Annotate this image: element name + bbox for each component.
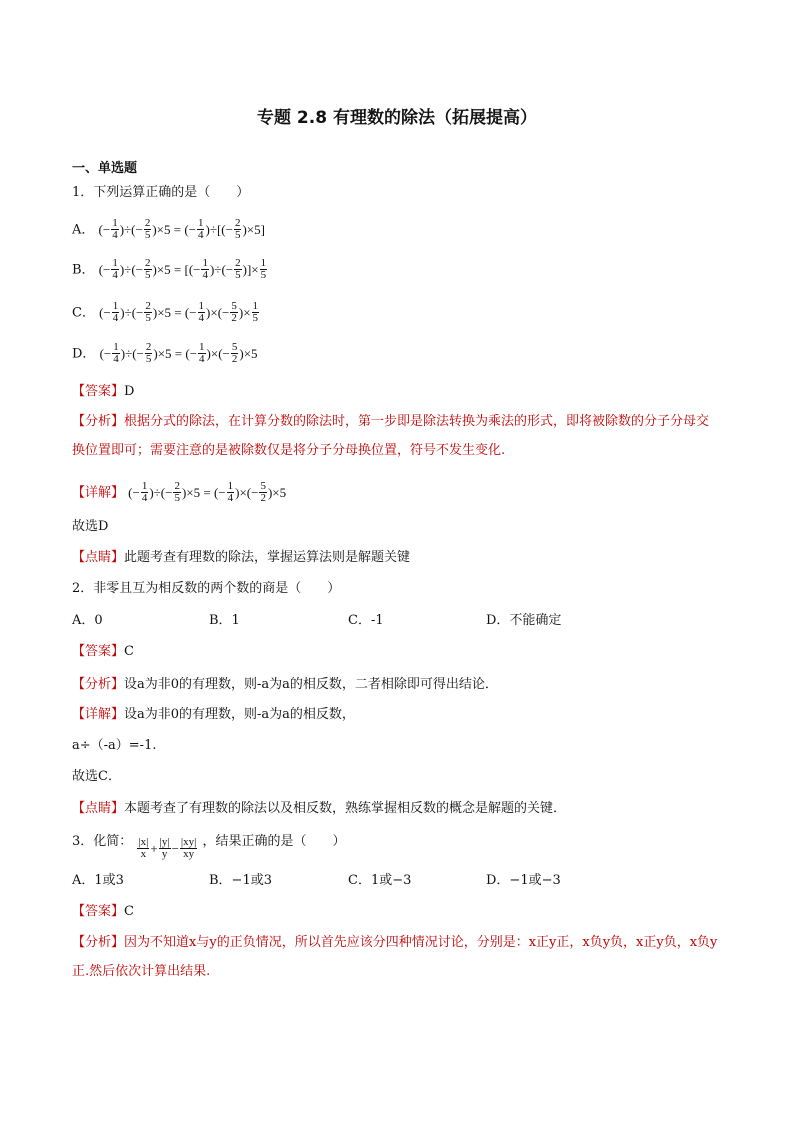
q3-stem-suffix: ，结果正确的是（ ） xyxy=(202,834,346,849)
detail-text: 设a为非0的有理数，则-a为a的相反数， xyxy=(124,707,355,722)
q2-option-b: B．1 xyxy=(209,613,240,628)
q1-comment xyxy=(72,549,410,567)
option-letter: D． xyxy=(72,346,96,362)
q1-stem: 1．下列运算正确的是（ ） xyxy=(72,185,250,200)
option-formula: (− $\frac{1}{4}$ )÷(− $\frac{2}{5}$ )×5 = [(− $\frac{1}{4}$ )÷(− $\frac{2}{5}$ )]× $\frac{1}{5}$ xyxy=(98,257,267,281)
section-heading: 一、单选题 xyxy=(72,161,138,176)
answer-value: C xyxy=(124,644,134,659)
q3-option-c: C．1或−3 xyxy=(348,873,412,888)
analysis-tag: 【分析】 xyxy=(72,935,125,950)
q1-option-c xyxy=(72,301,260,324)
option-formula: (− $\frac{1}{4}$ )÷(− $\frac{2}{5}$ )×5 = (− $\frac{1}{4}$ )×(− $\frac{5}{2}$ )× $\frac{1}{5}$ xyxy=(99,300,259,324)
answer-tag: 【答案】 xyxy=(72,384,125,399)
detail-tag: 【详解】 xyxy=(72,485,125,501)
q2-conclusion: 故选C． xyxy=(72,769,121,784)
analysis-text: 因为不知道x与y的正负情况，所以首先应该分四种情况讨论，分别是：x正y正，x负y负，x正y负，x负y正.然后依次计算出结果. xyxy=(72,935,718,979)
q2-detail xyxy=(72,706,355,724)
q1-conclusion: 故选D xyxy=(72,519,109,534)
q2-analysis xyxy=(72,676,498,694)
q2-option-d: D．不能确定 xyxy=(486,613,562,628)
answer-value: C xyxy=(124,904,134,919)
comment-tag: 【点睛】 xyxy=(72,550,125,565)
q2-options xyxy=(72,612,722,630)
comment-text: 此题考查有理数的除法，掌握运算法则是解题关键 xyxy=(124,550,411,565)
analysis-tag: 【分析】 xyxy=(72,677,125,692)
analysis-text: 设a为非0的有理数，则-a为a的相反数，二者相除即可得出结论． xyxy=(124,677,498,692)
page-title: 专题 2.8 有理数的除法（拓展提高） xyxy=(257,108,537,128)
q3-stem xyxy=(72,833,345,860)
q1-analysis xyxy=(72,407,722,465)
q3-option-b: B．−1或3 xyxy=(209,873,272,888)
q2-option-a: A．0 xyxy=(72,613,103,628)
q3-stem-prefix: 3．化简： xyxy=(72,834,133,849)
q3-option-a: A．1或3 xyxy=(72,873,124,888)
q2-option-c: C．-1 xyxy=(348,613,384,628)
option-letter: C． xyxy=(72,305,95,321)
option-letter: A． xyxy=(72,222,95,238)
q1-detail xyxy=(72,481,286,504)
analysis-text: 根据分式的除法，在计算分数的除法时，第一步即是除法转换为乘法的形式，即将被除数的分子分母交换位置即可；需要注意的是被除数仅是将分子分母换位置，符号不发生变化. xyxy=(72,414,710,458)
option-formula: (− $\frac{1}{4}$ )÷(− $\frac{2}{5}$ )×5 = (− $\frac{1}{4}$ )×(− $\frac{5}{2}$ )×5 xyxy=(99,341,258,365)
comment-text: 本题考查了有理数的除法以及相反数，熟练掌握相反数的概念是解题的关键． xyxy=(124,801,567,816)
q3-formula: $\frac{|x|}{x}$ + $\frac{|y|}{y}$ − $\frac{|xy|}{xy}$ xyxy=(138,836,197,860)
answer-tag: 【答案】 xyxy=(72,644,125,659)
q2-comment xyxy=(72,800,566,818)
detail-tag: 【详解】 xyxy=(72,707,125,722)
q2-answer xyxy=(72,643,134,661)
q3-analysis xyxy=(72,928,722,986)
q2-calc: a÷（-a）=-1. xyxy=(72,738,157,753)
q2-stem: 2．非零且互为相反数的两个数的商是（ ） xyxy=(72,581,341,596)
q1-option-d xyxy=(72,342,258,365)
q1-option-a xyxy=(72,218,265,241)
q1-answer xyxy=(72,383,134,401)
q1-option-b xyxy=(72,258,268,281)
answer-tag: 【答案】 xyxy=(72,904,125,919)
answer-value: D xyxy=(124,384,135,399)
comment-tag: 【点睛】 xyxy=(72,801,125,816)
q3-answer xyxy=(72,903,134,921)
q3-options xyxy=(72,872,722,890)
analysis-tag: 【分析】 xyxy=(72,414,125,429)
option-formula: (− $\frac{1}{4}$ )÷(− $\frac{2}{5}$ )×5 = (− $\frac{1}{4}$ )÷[(− $\frac{2}{5}$ )×5] xyxy=(98,217,265,241)
detail-formula: (− $\frac{1}{4}$ )÷(− $\frac{2}{5}$ )×5 = (− $\frac{1}{4}$ )×(− $\frac{5}{2}$ )×5 xyxy=(128,480,287,504)
option-letter: B． xyxy=(72,262,95,278)
q3-option-d: D．−1或−3 xyxy=(486,873,561,888)
